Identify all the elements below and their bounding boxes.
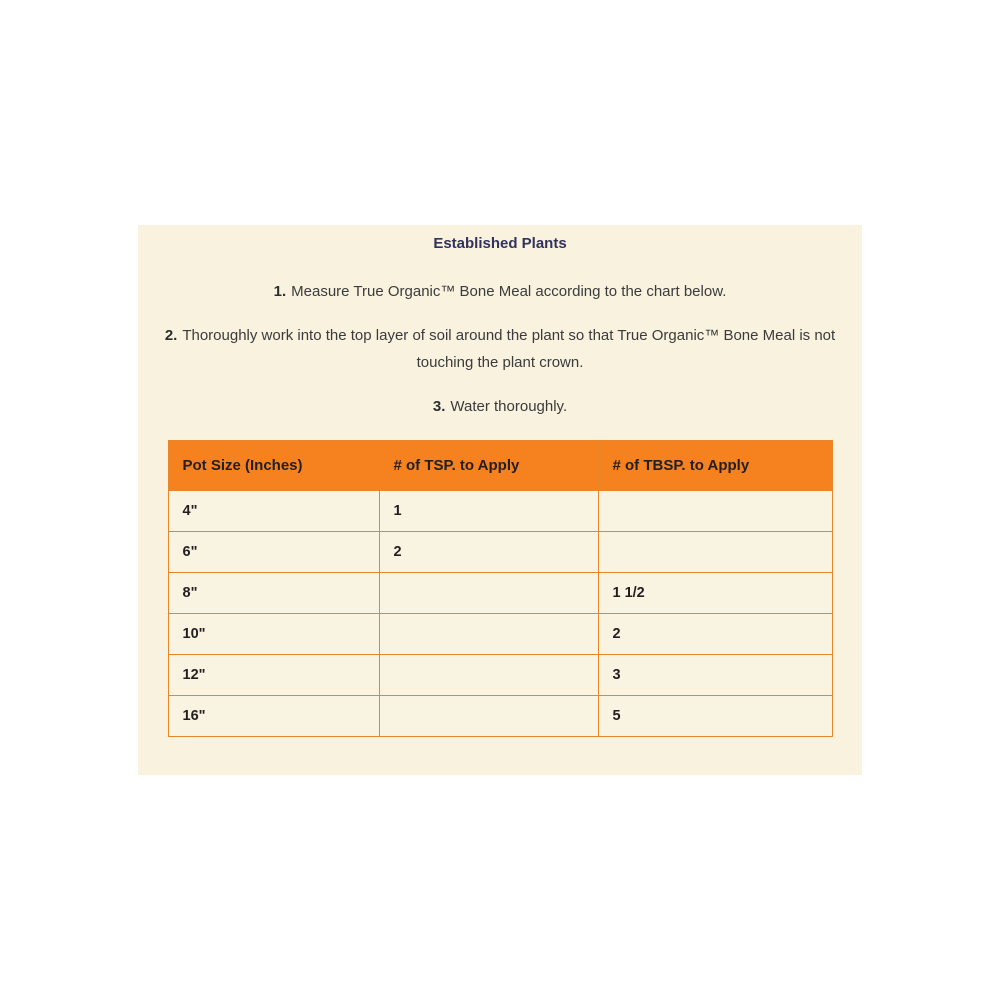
step-number: 1.	[273, 283, 287, 300]
table-cell-pot-size: 8"	[168, 573, 379, 614]
table-cell-tsp: 1	[379, 491, 598, 532]
table-cell-tbsp	[598, 532, 832, 573]
table-row	[168, 696, 832, 737]
step-number: 2.	[164, 327, 178, 344]
table-cell-tbsp: 5	[598, 696, 832, 737]
table-row	[168, 491, 832, 532]
table-cell-pot-size: 10"	[168, 614, 379, 655]
step-text: Thoroughly work into the top layer of soil around the plant so that True Organic™ Bone Meal is not touching the plant crown.	[182, 327, 836, 371]
column-header-pot-size: Pot Size (Inches)	[168, 441, 379, 491]
instruction-step-1	[155, 278, 845, 305]
table-cell-tbsp: 2	[598, 614, 832, 655]
table-cell-pot-size: 16"	[168, 696, 379, 737]
table-cell-tsp	[379, 573, 598, 614]
instruction-step-2	[155, 322, 845, 376]
table-cell-pot-size: 4"	[168, 491, 379, 532]
table-cell-tbsp: 3	[598, 655, 832, 696]
column-header-tsp: # of TSP. to Apply	[379, 441, 598, 491]
table-header-row	[168, 441, 832, 491]
table-row	[168, 532, 832, 573]
table-row	[168, 655, 832, 696]
dosage-table	[168, 440, 833, 737]
table-cell-tsp	[379, 696, 598, 737]
step-text: Water thoroughly.	[450, 398, 568, 415]
table-row	[168, 573, 832, 614]
table-row	[168, 614, 832, 655]
table-cell-pot-size: 12"	[168, 655, 379, 696]
instruction-step-3	[155, 393, 845, 420]
column-header-tbsp: # of TBSP. to Apply	[598, 441, 832, 491]
table-cell-tbsp: 1 1/2	[598, 573, 832, 614]
instructions-panel	[138, 225, 862, 775]
table-cell-tbsp	[598, 491, 832, 532]
table-cell-tsp	[379, 655, 598, 696]
table-cell-tsp	[379, 614, 598, 655]
step-text: Measure True Organic™ Bone Meal according to the chart below.	[291, 283, 727, 300]
page-title: Established Plants	[433, 235, 567, 252]
step-number: 3.	[432, 398, 446, 415]
instruction-steps	[155, 278, 845, 420]
table-cell-tsp: 2	[379, 532, 598, 573]
table-cell-pot-size: 6"	[168, 532, 379, 573]
